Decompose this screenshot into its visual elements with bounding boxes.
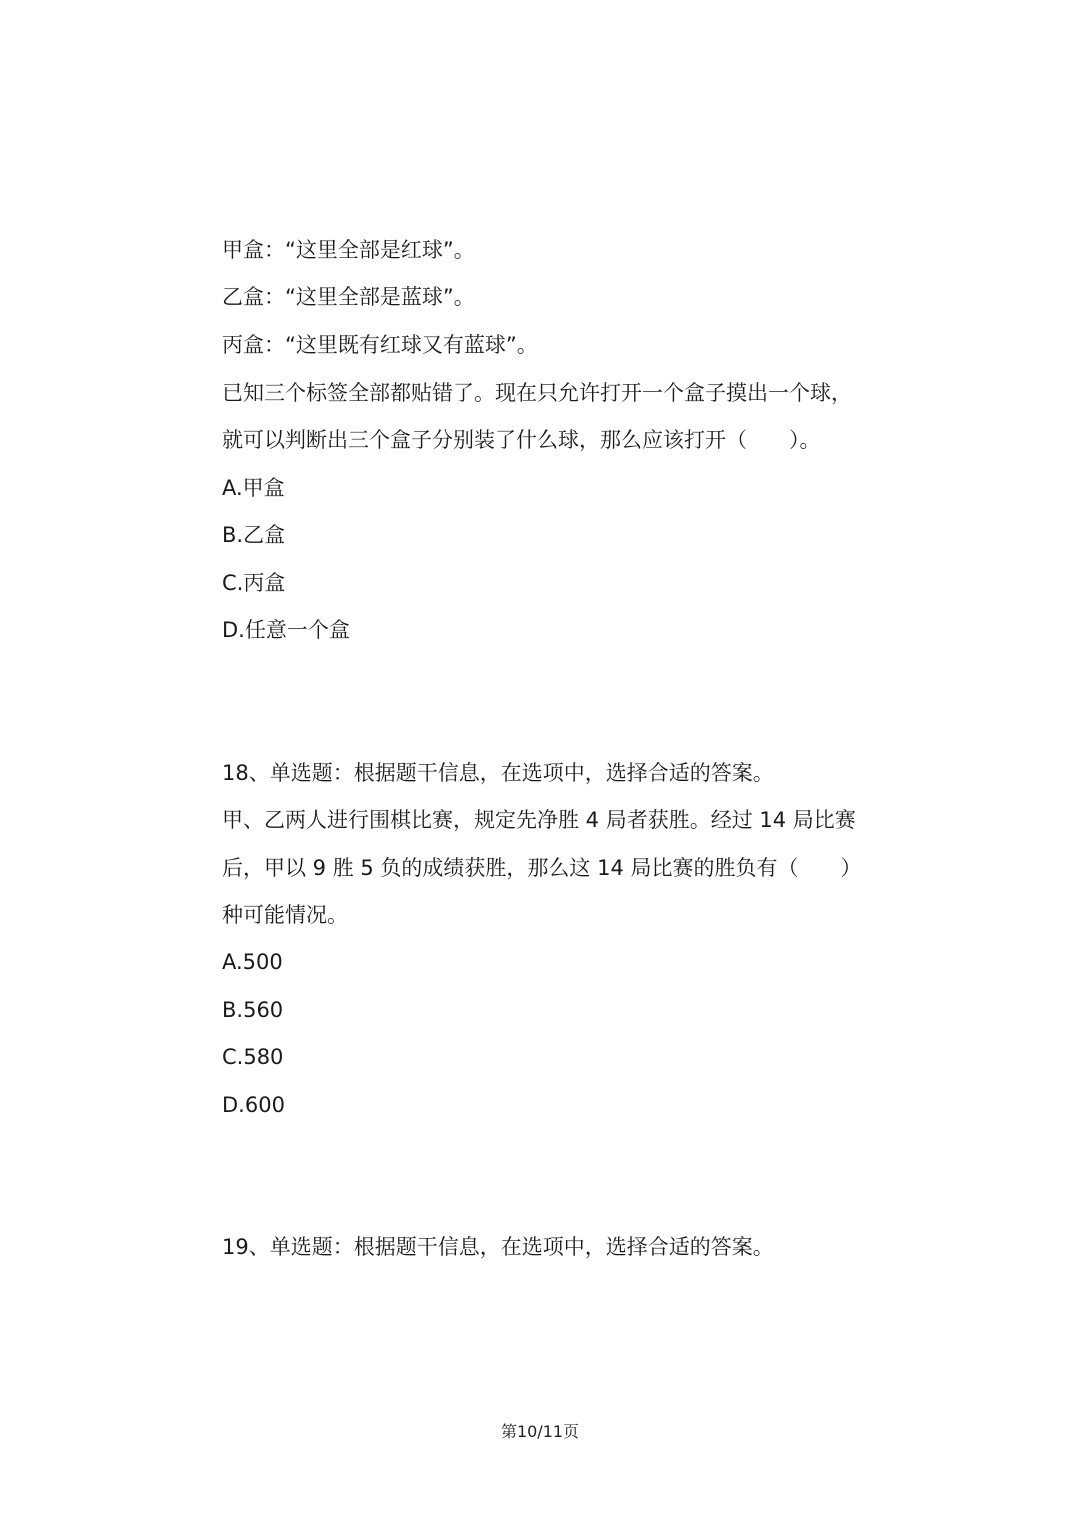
q18-option-b: B.560: [222, 998, 284, 1022]
q18-stem-line-1: 甲、乙两人进行围棋比赛，规定先净胜 4 局者获胜。经过 14 局比赛: [222, 808, 856, 832]
q17-label-box-c: 丙盒：“这里既有红球又有蓝球”。: [222, 333, 538, 357]
q18-option-d: D.600: [222, 1093, 285, 1117]
q17-option-d: D.任意一个盒: [222, 618, 350, 642]
page-number: 第10/11页: [500, 1422, 580, 1441]
q17-option-c: C.丙盒: [222, 571, 286, 595]
q17-stem-line-2: 就可以判断出三个盒子分别装了什么球，那么应该打开（ ）。: [222, 428, 821, 452]
q18-option-a: A.500: [222, 950, 283, 974]
q17-label-box-a: 甲盒：“这里全部是红球”。: [222, 238, 475, 262]
q17-label-box-b: 乙盒：“这里全部是蓝球”。: [222, 285, 475, 309]
q18-option-c: C.580: [222, 1045, 284, 1069]
q17-option-a: A.甲盒: [222, 476, 285, 500]
q19-header: 19、单选题：根据题干信息，在选项中，选择合适的答案。: [222, 1235, 774, 1259]
q18-stem-line-3: 种可能情况。: [222, 903, 348, 927]
q18-header: 18、单选题：根据题干信息，在选项中，选择合适的答案。: [222, 761, 774, 785]
q17-stem-line-1: 已知三个标签全部都贴错了。现在只允许打开一个盒子摸出一个球，: [222, 381, 852, 405]
q18-stem-line-2: 后，甲以 9 胜 5 负的成绩获胜，那么这 14 局比赛的胜负有（ ）: [222, 856, 862, 880]
q17-option-b: B.乙盒: [222, 523, 286, 547]
